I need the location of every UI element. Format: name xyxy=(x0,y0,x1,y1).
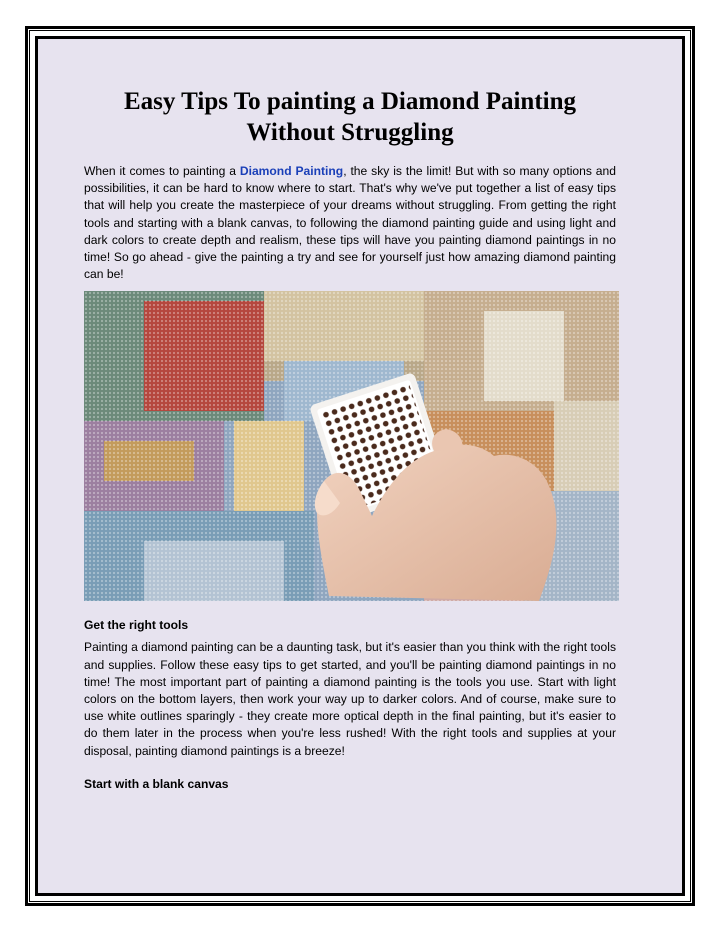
intro-paragraph xyxy=(84,163,616,283)
section-heading-canvas: Start with a blank canvas xyxy=(84,776,229,791)
section-heading-tools: Get the right tools xyxy=(84,618,189,633)
document-content xyxy=(84,86,616,793)
intro-text-rest: , the sky is the limit! But with so many options and possibilities, it can be hard to know where to start. That's why we've put together a list of easy tips that will help you create the masterpiece of your dreams without struggling. From getting the right tools and starting with a blank canvas, to following the diamond painting guide and using light and dark colors to create depth and realism, these tips will have you painting diamond paintings in no time! So go ahead - give the painting a try and see for yourself just how amazing diamond painting can be! xyxy=(84,164,616,282)
intro-text-start: When it comes to painting a xyxy=(84,164,240,178)
title-line-1: Easy Tips To painting a Diamond Painting xyxy=(123,88,577,115)
page-title xyxy=(84,86,616,148)
title-line-2: Without Struggling xyxy=(246,119,454,146)
diamond-painting-link[interactable]: Diamond Painting xyxy=(239,164,344,178)
diamond-painting-photo xyxy=(84,291,619,601)
section-paragraph-tools: Painting a diamond painting can be a daunting task, but it's easier than you think with the right tools and supplies. Follow these easy tips to get started, and you'll be painting diamond paintings in no time! The most important part of painting a diamond painting is the tools you use. Start with light colors on the bottom layers, then work your way up to darker colors. And of course, make sure to use white outlines sparingly - they create more optical depth in the final painting, but it's easier to do them later in the process when you're less rushed! With the right tools and supplies at your disposal, painting diamond paintings is a breeze! xyxy=(84,640,616,758)
